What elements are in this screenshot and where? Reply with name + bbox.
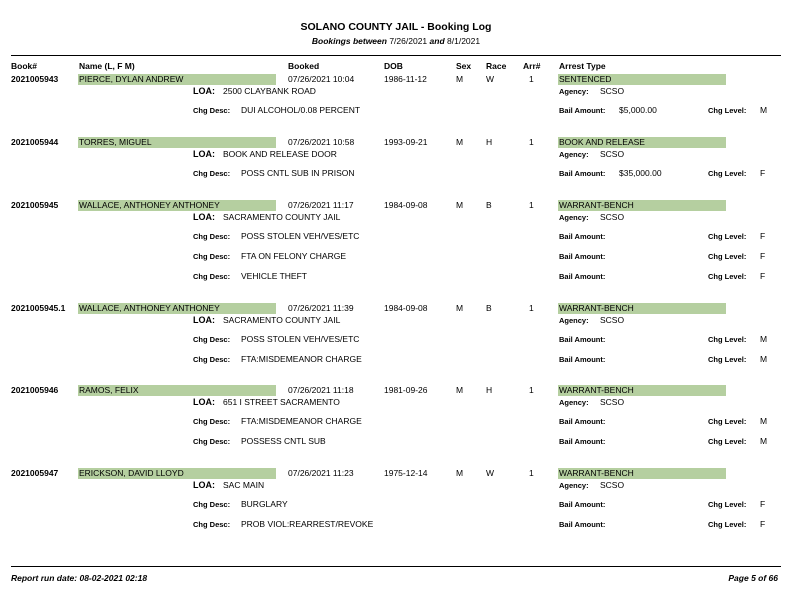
loa-value: BOOK AND RELEASE DOOR (223, 149, 337, 159)
bail-amount-label: Bail Amount: (559, 520, 606, 529)
loa-label: LOA: (193, 149, 215, 159)
name-highlight (78, 303, 276, 314)
bail-amount-label: Bail Amount: (559, 437, 606, 446)
book-number: 2021005945.1 (11, 303, 66, 313)
arrest-type: WARRANT-BENCH (559, 468, 634, 478)
bail-amount-label: Bail Amount: (559, 106, 606, 115)
chg-level-label: Chg Level: (708, 417, 747, 426)
bail-amount-value: $5,000.00 (619, 105, 657, 115)
report-title: SOLANO COUNTY JAIL - Booking Log (300, 21, 492, 33)
arrest-number: 1 (529, 468, 534, 478)
booked-datetime: 07/26/2021 10:58 (288, 137, 355, 147)
subtitle-prefix: Bookings between (311, 36, 387, 46)
chg-desc-value: FTA ON FELONY CHARGE (241, 251, 347, 261)
col-header-race: Race (486, 61, 507, 71)
chg-level-value: F (760, 168, 766, 178)
arrest-type-highlight (558, 303, 726, 314)
book-number: 2021005946 (11, 385, 59, 395)
arrest-type-highlight (558, 468, 726, 479)
sex: M (456, 137, 464, 147)
chg-level-label: Chg Level: (708, 106, 747, 115)
col-header-booked: Booked (288, 61, 320, 71)
arrest-type-highlight (558, 200, 726, 211)
agency-label: Agency: (559, 481, 589, 490)
chg-level-value: M (760, 436, 768, 446)
chg-level-value: M (760, 105, 768, 115)
chg-desc-value: DUI ALCOHOL/0.08 PERCENT (241, 105, 361, 115)
chg-desc-label: Chg Desc: (193, 437, 231, 446)
chg-level-label: Chg Level: (708, 437, 747, 446)
name-highlight (78, 137, 276, 148)
bail-amount-value: $35,000.00 (619, 168, 662, 178)
loa-value: SACRAMENTO COUNTY JAIL (223, 212, 341, 222)
book-number: 2021005943 (11, 74, 59, 84)
bail-amount-label: Bail Amount: (559, 272, 606, 281)
arrest-number: 1 (529, 303, 534, 313)
race: W (486, 74, 495, 84)
sex: M (456, 74, 464, 84)
person-name: PIERCE, DYLAN ANDREW (79, 74, 184, 84)
loa-value: SACRAMENTO COUNTY JAIL (223, 315, 341, 325)
chg-desc-label: Chg Desc: (193, 169, 231, 178)
subtitle-and: and (429, 36, 445, 46)
chg-desc-label: Chg Desc: (193, 500, 231, 509)
chg-desc-label: Chg Desc: (193, 106, 231, 115)
agency-label: Agency: (559, 87, 589, 96)
name-highlight (78, 468, 276, 479)
chg-level-value: F (760, 519, 766, 529)
dob: 1986-11-12 (384, 74, 427, 84)
col-header-arr: Arr# (523, 61, 541, 71)
person-name: TORRES, MIGUEL (79, 137, 152, 147)
booked-datetime: 07/26/2021 10:04 (288, 74, 355, 84)
arrest-type: BOOK AND RELEASE (559, 137, 645, 147)
booked-datetime: 07/26/2021 11:23 (288, 468, 354, 478)
col-header-arrest-type: Arrest Type (559, 61, 606, 71)
bail-amount-label: Bail Amount: (559, 252, 606, 261)
person-name: RAMOS, FELIX (79, 385, 139, 395)
agency-label: Agency: (559, 398, 589, 407)
arrest-type: WARRANT-BENCH (559, 303, 634, 313)
name-highlight (78, 200, 276, 211)
chg-level-label: Chg Level: (708, 169, 747, 178)
agency-value: SCSO (600, 212, 625, 222)
chg-desc-value: POSS STOLEN VEH/VES/ETC (241, 231, 360, 241)
book-number: 2021005947 (11, 468, 59, 478)
loa-label: LOA: (193, 480, 215, 490)
chg-level-label: Chg Level: (708, 335, 747, 344)
report-run-date: Report run date: 08-02-2021 02:18 (11, 573, 148, 583)
dob: 1981-09-26 (384, 385, 428, 395)
chg-level-value: M (760, 354, 768, 364)
chg-desc-label: Chg Desc: (193, 272, 231, 281)
chg-level-value: M (760, 416, 768, 426)
agency-label: Agency: (559, 213, 589, 222)
bail-amount-label: Bail Amount: (559, 355, 606, 364)
agency-label: Agency: (559, 316, 589, 325)
arrest-number: 1 (529, 200, 534, 210)
report-subtitle (0, 36, 792, 46)
chg-level-value: F (760, 499, 766, 509)
person-name: WALLACE, ANTHONEY ANTHONEY (79, 303, 220, 313)
agency-label: Agency: (559, 150, 589, 159)
arrest-type-highlight (558, 74, 726, 85)
arrest-type-highlight (558, 385, 726, 396)
loa-value: 651 I STREET SACRAMENTO (223, 397, 340, 407)
name-highlight (78, 74, 276, 85)
dob: 1975-12-14 (384, 468, 428, 478)
agency-value: SCSO (600, 86, 625, 96)
dob: 1993-09-21 (384, 137, 428, 147)
chg-desc-value: POSSESS CNTL SUB (241, 436, 326, 446)
loa-value: 2500 CLAYBANK ROAD (223, 86, 316, 96)
page-number: Page 5 of 66 (728, 573, 778, 583)
bail-amount-label: Bail Amount: (559, 335, 606, 344)
booked-datetime: 07/26/2021 11:39 (288, 303, 354, 313)
dob: 1984-09-08 (384, 200, 428, 210)
header-rule (11, 55, 781, 56)
chg-desc-label: Chg Desc: (193, 335, 231, 344)
booked-datetime: 07/26/2021 11:18 (288, 385, 354, 395)
booked-datetime: 07/26/2021 11:17 (288, 200, 354, 210)
race: H (486, 137, 493, 147)
loa-label: LOA: (193, 397, 215, 407)
loa-label: LOA: (193, 86, 215, 96)
chg-level-label: Chg Level: (708, 252, 747, 261)
col-header-name: Name (L, F M) (79, 61, 135, 71)
chg-desc-value: FTA:MISDEMEANOR CHARGE (241, 416, 362, 426)
col-header-dob: DOB (384, 61, 403, 71)
chg-level-label: Chg Level: (708, 272, 747, 281)
chg-desc-label: Chg Desc: (193, 520, 231, 529)
race: H (486, 385, 493, 395)
race: W (486, 468, 495, 478)
chg-level-label: Chg Level: (708, 520, 747, 529)
arrest-type-highlight (558, 137, 726, 148)
dob: 1984-09-08 (384, 303, 428, 313)
book-number: 2021005944 (11, 137, 59, 147)
chg-desc-label: Chg Desc: (193, 417, 231, 426)
chg-desc-value: BURGLARY (241, 499, 288, 509)
arrest-type: SENTENCED (559, 74, 612, 84)
col-header-book: Book# (11, 61, 37, 71)
bail-amount-label: Bail Amount: (559, 169, 606, 178)
person-name: ERICKSON, DAVID LLOYD (79, 468, 184, 478)
loa-label: LOA: (193, 315, 215, 325)
chg-desc-value: VEHICLE THEFT (241, 271, 307, 281)
bail-amount-label: Bail Amount: (559, 417, 606, 426)
loa-label: LOA: (193, 212, 215, 222)
chg-level-label: Chg Level: (708, 355, 747, 364)
date-to: 8/1/2021 (447, 36, 481, 46)
footer-rule (11, 566, 781, 567)
sex: M (456, 385, 464, 395)
chg-level-value: F (760, 271, 766, 281)
arrest-number: 1 (529, 74, 534, 84)
book-number: 2021005945 (11, 200, 59, 210)
sex: M (456, 303, 464, 313)
chg-level-label: Chg Level: (708, 232, 747, 241)
chg-level-value: F (760, 251, 766, 261)
col-header-sex: Sex (456, 61, 472, 71)
chg-level-label: Chg Level: (708, 500, 747, 509)
chg-desc-label: Chg Desc: (193, 355, 231, 364)
chg-desc-value: POSS CNTL SUB IN PRISON (241, 168, 355, 178)
arrest-number: 1 (529, 137, 534, 147)
sex: M (456, 468, 464, 478)
agency-value: SCSO (600, 480, 625, 490)
chg-desc-label: Chg Desc: (193, 252, 231, 261)
sex: M (456, 200, 464, 210)
name-highlight (78, 385, 276, 396)
person-name: WALLACE, ANTHONEY ANTHONEY (79, 200, 220, 210)
agency-value: SCSO (600, 397, 625, 407)
agency-value: SCSO (600, 149, 625, 159)
arrest-type: WARRANT-BENCH (559, 200, 634, 210)
chg-level-value: M (760, 334, 768, 344)
bail-amount-label: Bail Amount: (559, 232, 606, 241)
chg-desc-value: PROB VIOL:REARREST/REVOKE (241, 519, 374, 529)
arrest-number: 1 (529, 385, 534, 395)
chg-desc-label: Chg Desc: (193, 232, 231, 241)
chg-desc-value: FTA:MISDEMEANOR CHARGE (241, 354, 362, 364)
loa-value: SAC MAIN (223, 480, 265, 490)
race: B (486, 200, 492, 210)
race: B (486, 303, 492, 313)
date-from: 7/26/2021 (389, 36, 428, 46)
arrest-type: WARRANT-BENCH (559, 385, 634, 395)
agency-value: SCSO (600, 315, 625, 325)
chg-level-value: F (760, 231, 766, 241)
chg-desc-value: POSS STOLEN VEH/VES/ETC (241, 334, 360, 344)
bail-amount-label: Bail Amount: (559, 500, 606, 509)
